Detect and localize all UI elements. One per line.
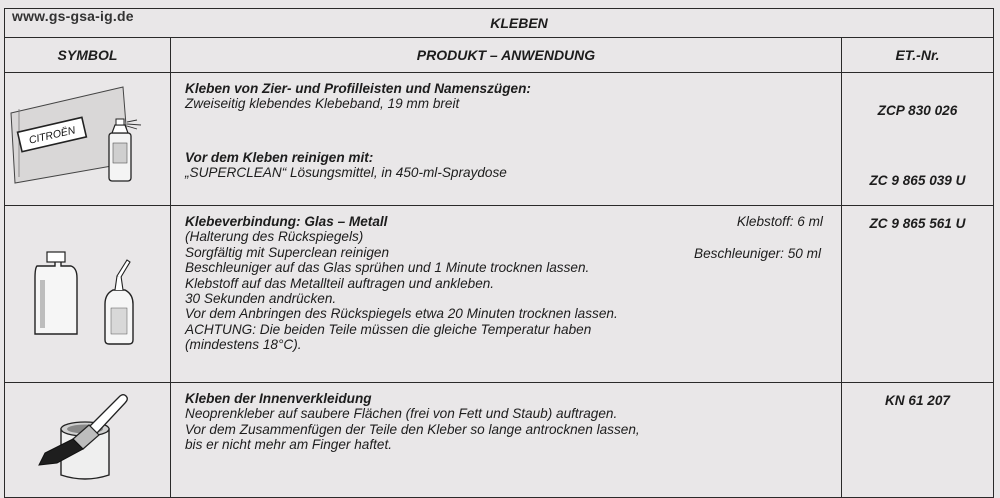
adhesive-note: Klebstoff: 6 ml	[736, 214, 823, 229]
header-row	[5, 38, 994, 73]
watermark: www.gs-gsa-ig.de	[12, 8, 134, 24]
row3-line: Neoprenkleber auf saubere Flächen (frei von Fett und Staub) auftragen.	[185, 406, 618, 422]
row2-heading: Klebeverbindung: Glas – Metall	[185, 214, 388, 229]
table-row	[5, 206, 994, 383]
header-etnr: ET.-Nr.	[841, 38, 993, 73]
document-sheet	[4, 8, 996, 484]
etnr-value: ZC 9 865 039 U	[869, 173, 966, 188]
row3-line: bis er nicht mehr am Finger haftet.	[185, 437, 393, 453]
row1-line2: „SUPERCLEAN“ Lösungsmittel, in 450-ml-Spraydose	[185, 165, 507, 181]
title-row	[5, 9, 994, 38]
etnr-cell	[841, 383, 993, 498]
product-cell	[171, 73, 842, 206]
glue-can-brush-icon	[5, 383, 169, 487]
table-title: KLEBEN	[5, 9, 994, 38]
row3-heading: Kleben der Innenverkleidung	[185, 391, 372, 406]
header-product: PRODUKT – ANWENDUNG	[171, 38, 842, 73]
row2-line: (Halterung des Rückspiegels)	[185, 229, 364, 245]
row2-line: Klebstoff auf das Metallteil auftragen und ankleben.	[185, 275, 495, 291]
row1-heading: Kleben von Zier- und Profilleisten und Namenszügen:	[185, 81, 531, 96]
row2-line: Beschleuniger auf das Glas sprühen und 1 Minute trocknen lassen.	[185, 260, 590, 276]
svg-text:CITROËN: CITROËN	[27, 124, 77, 147]
row2-line: 30 Sekunden andrücken.	[185, 291, 337, 307]
symbol-cell	[5, 206, 171, 383]
header-symbol: SYMBOL	[5, 38, 171, 73]
row1-heading2: Vor dem Kleben reinigen mit:	[185, 149, 374, 165]
etnr-cell	[841, 73, 993, 206]
row2-line: Vor dem Anbringen des Rückspiegels etwa 20 Minuten trocknen lassen.	[185, 306, 618, 322]
etnr-value: ZC 9 865 561 U	[869, 216, 966, 231]
symbol-cell	[5, 383, 171, 498]
kleben-table	[4, 8, 994, 498]
row3-line: Vor dem Zusammenfügen der Teile den Kleber so lange antrocknen lassen,	[185, 421, 640, 437]
row2-line: ACHTUNG: Die beiden Teile müssen die gleiche Temperatur haben	[185, 321, 592, 337]
table-row	[5, 383, 994, 498]
row1-line: Zweiseitig klebendes Klebeband, 19 mm breit	[185, 96, 460, 112]
accelerator-note: Beschleuniger: 50 ml	[694, 246, 821, 261]
table-row	[5, 73, 994, 206]
row2-line: Sorgfältig mit Superclean reinigen	[185, 244, 390, 260]
bottles-icon	[5, 206, 169, 374]
etnr-value: ZCP 830 026	[877, 103, 958, 118]
etnr-value: KN 61 207	[884, 393, 950, 408]
product-cell	[171, 383, 842, 498]
symbol-cell	[5, 73, 171, 206]
etnr-cell	[841, 206, 993, 383]
row2-line: (mindestens 18°C).	[185, 337, 302, 353]
emblem-spray-icon	[5, 73, 169, 197]
product-cell	[171, 206, 842, 383]
